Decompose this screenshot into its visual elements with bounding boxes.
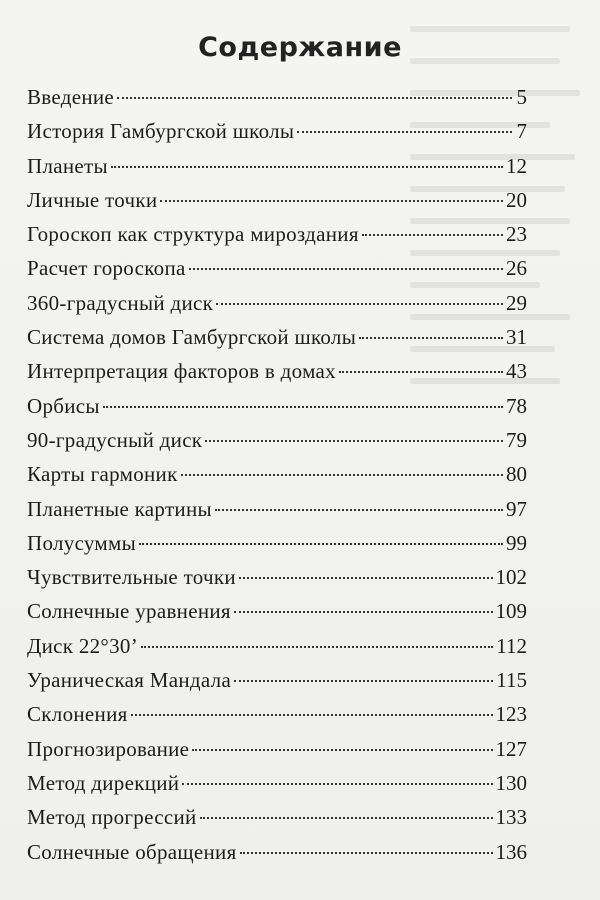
toc-entry[interactable]	[27, 697, 527, 731]
toc-entry-title: Расчет гороскопа	[27, 256, 186, 281]
toc-entry-page: 97	[506, 496, 527, 521]
toc-entry-title: Орбисы	[27, 393, 100, 418]
toc-entry[interactable]	[27, 286, 527, 320]
dot-leader	[103, 406, 503, 408]
toc-entry-page: 79	[506, 427, 527, 452]
toc-entry[interactable]	[27, 560, 527, 594]
dot-leader	[215, 509, 503, 511]
toc-entry[interactable]	[27, 629, 527, 663]
toc-entry[interactable]	[27, 732, 527, 766]
dot-leader	[117, 97, 512, 99]
toc-entry[interactable]	[27, 114, 527, 148]
toc-entry[interactable]	[27, 354, 527, 388]
toc-entry-page: 80	[506, 462, 527, 487]
toc-entry-title: 90-градусный диск	[27, 427, 203, 452]
dot-leader	[182, 783, 492, 785]
dot-leader	[111, 166, 503, 168]
toc-entry-page: 127	[495, 736, 527, 761]
toc-entry-page: 23	[506, 222, 527, 247]
toc-entry[interactable]	[27, 663, 527, 697]
dot-leader	[192, 749, 492, 751]
toc-entry-page: 133	[495, 805, 527, 830]
toc-entry-title: Чувствительные точки	[27, 565, 236, 590]
toc-entry-page: 43	[506, 359, 527, 384]
dot-leader	[200, 817, 493, 819]
toc-entry[interactable]	[27, 492, 527, 526]
page-title: Содержание	[198, 32, 402, 64]
toc-entry-title: Метод прогрессий	[27, 805, 197, 830]
dot-leader	[141, 646, 493, 648]
toc-entry[interactable]	[27, 80, 527, 114]
toc-entry[interactable]	[27, 389, 527, 423]
toc-entry-title: Планетные картины	[27, 496, 212, 521]
toc-entry-page: 20	[506, 187, 527, 212]
toc-entry-page: 12	[506, 153, 527, 178]
toc-entry-title: Солнечные уравнения	[27, 599, 231, 624]
dot-leader	[216, 303, 503, 305]
toc-entry-page: 136	[495, 839, 527, 864]
dot-leader	[234, 680, 493, 682]
dot-leader	[181, 474, 503, 476]
toc-entry-page: 130	[495, 770, 527, 795]
dot-leader	[362, 234, 503, 236]
toc-entry[interactable]	[27, 835, 527, 869]
toc-entry[interactable]	[27, 423, 527, 457]
toc-entry[interactable]	[27, 766, 527, 800]
toc-entry-page: 123	[495, 702, 527, 727]
toc-entry-title: Диск 22°30’	[27, 633, 139, 658]
toc-entry[interactable]	[27, 320, 527, 354]
dot-leader	[359, 337, 503, 339]
toc-entry-title: 360-градусный диск	[27, 290, 214, 315]
dot-leader	[160, 200, 503, 202]
toc-entry-page: 115	[496, 668, 527, 693]
toc-entry-page: 5	[516, 85, 527, 109]
toc-entry-title: Карты гармоник	[27, 462, 178, 487]
toc-entry[interactable]	[27, 217, 527, 251]
dot-leader	[139, 543, 503, 545]
toc-entry-title: Метод дирекций	[27, 770, 180, 795]
table-of-contents	[27, 80, 527, 869]
dot-leader	[189, 268, 503, 270]
toc-entry-title: Введение	[27, 85, 115, 109]
toc-entry-page: 26	[506, 256, 527, 281]
toc-entry-page: 7	[516, 119, 527, 144]
toc-entry-page: 99	[506, 530, 527, 555]
toc-entry-title: Интерпретация факторов в домах	[27, 359, 336, 384]
dot-leader	[234, 611, 493, 613]
toc-entry-title: Прогнозирование	[27, 736, 190, 761]
toc-entry-page: 31	[506, 325, 527, 350]
toc-entry[interactable]	[27, 526, 527, 560]
toc-entry-title: История Гамбургской школы	[27, 119, 295, 144]
toc-entry-title: Склонения	[27, 702, 128, 727]
toc-entry-page: 109	[495, 599, 527, 624]
toc-entry-title: Ураническая Мандала	[27, 668, 232, 693]
toc-entry-title: Полусуммы	[27, 530, 137, 555]
toc-entry-title: Личные точки	[27, 187, 158, 212]
toc-entry[interactable]	[27, 251, 527, 285]
toc-entry-page: 112	[496, 633, 527, 658]
dot-leader	[131, 714, 493, 716]
toc-entry[interactable]	[27, 149, 527, 183]
toc-entry-title: Система домов Гамбургской школы	[27, 325, 357, 350]
toc-entry-page: 78	[506, 393, 527, 418]
dot-leader	[339, 371, 503, 373]
dot-leader	[205, 440, 503, 442]
toc-entry-title: Гороскоп как структура мироздания	[27, 222, 359, 247]
toc-entry-page: 102	[495, 565, 527, 590]
toc-entry[interactable]	[27, 594, 527, 628]
toc-entry-title: Солнечные обращения	[27, 839, 237, 864]
dot-leader	[297, 131, 512, 133]
toc-entry[interactable]	[27, 183, 527, 217]
dot-leader	[239, 577, 493, 579]
toc-entry[interactable]	[27, 457, 527, 491]
toc-entry-title: Планеты	[27, 153, 108, 178]
dot-leader	[240, 852, 493, 854]
toc-entry[interactable]	[27, 800, 527, 834]
toc-entry-page: 29	[506, 290, 527, 315]
